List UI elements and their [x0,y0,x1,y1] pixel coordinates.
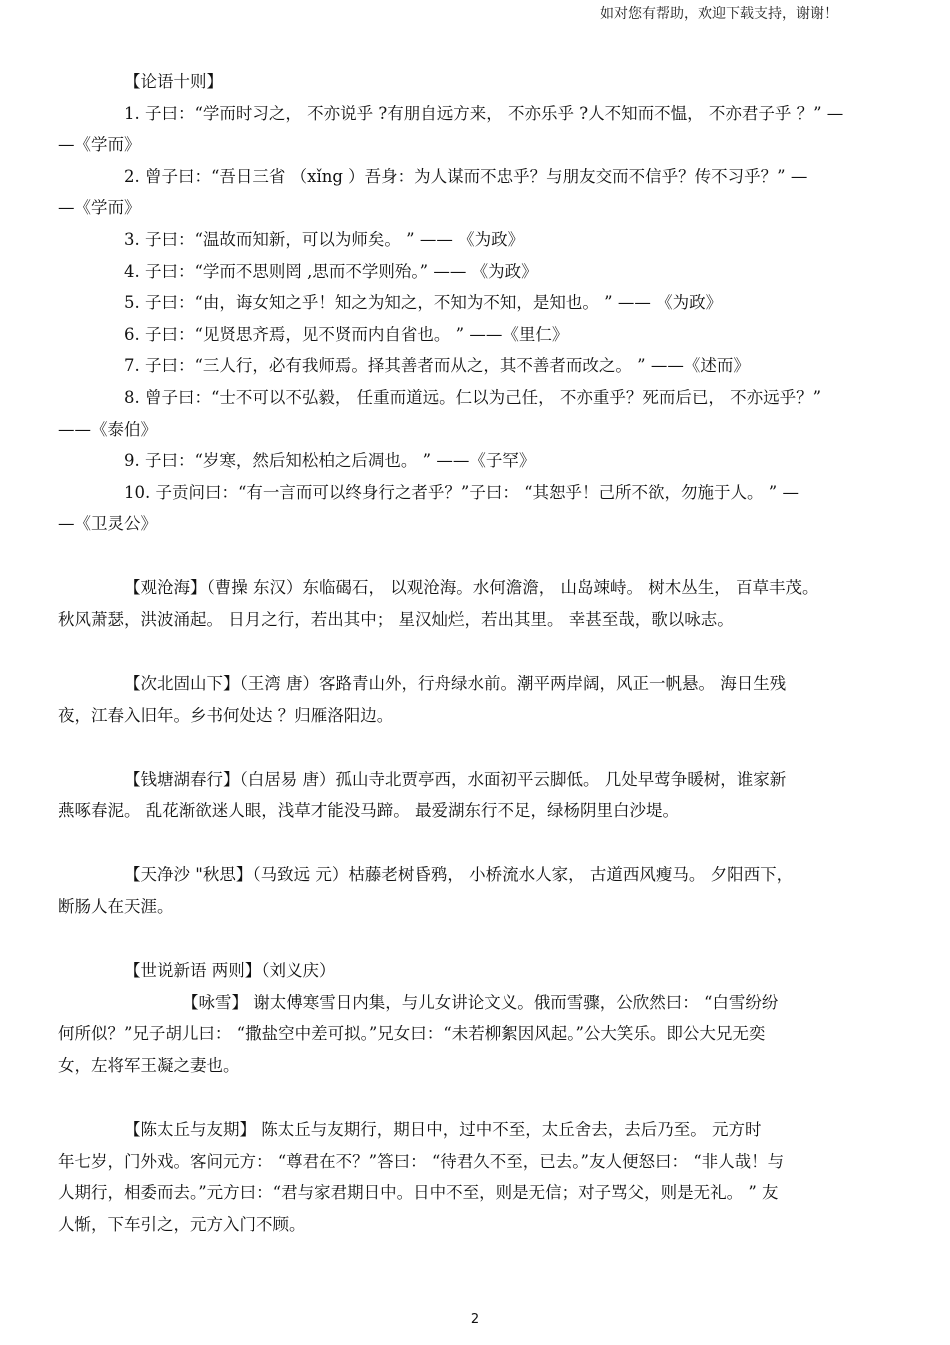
text-line: 2. 曾子曰：“吾日三省 （xǐng ）吾身：为人谋而不忠乎？与朋友交而不信乎？传不习乎？” — [124,166,808,186]
text-line: ——《泰伯》 [58,419,157,439]
header-note: 如对您有帮助，欢迎下载支持，谢谢！ [600,6,838,22]
poem-cibeigushanxia: 【次北固山下】（王湾 唐）客路青山外，行舟绿水前。潮平两岸阔，风正一帆悬。 海日生残 [124,674,787,694]
text-line: 何所似？”兄子胡儿曰： “撒盐空中差可拟。”兄女曰：“未若柳絮因风起。”公大笑乐。即公大兄无奕 [58,1024,766,1044]
blank-line [58,923,894,956]
blank-line [58,540,894,573]
text-line: —《学而》 [58,198,141,218]
text-yongxue: 【咏雪】 谢太傅寒雪日内集，与儿女讲论文义。俄而雪骤，公欣然曰： “白雪纷纷 [182,992,779,1012]
text-line: 秋风萧瑟，洪波涌起。 日月之行，若出其中； 星汉灿烂，若出其里。 幸甚至哉，歌以咏志。 [58,610,734,629]
text-line: 8. 曾子曰：“士不可以不弘毅， 任重而道远。仁以为己任， 不亦重乎？死而后已， 不亦远乎？” [124,387,822,407]
text-line: 夜，江春入旧年。乡书何处达 ？归雁洛阳边。 [58,705,394,725]
heading-shishuoxinyu: 【世说新语 两则】（刘义庆） [124,961,336,981]
text-line: 1. 子曰：“学而时习之， 不亦说乎 ?有朋自远方来， 不亦乐乎 ?人不知而不愠， 不亦君子乎 ？” — [124,103,844,123]
text-line: 10. 子贡问曰：“有一言而可以终身行之者乎？”子曰： “其恕乎！己所不欲，勿施于人。 ” — [124,482,799,502]
text-line: 4. 子曰：“学而不思则罔 ,思而不学则殆。” —— 《为政》 [124,261,538,281]
text-line: 6. 子曰：“见贤思齐焉，见不贤而内自省也。 ” ——《里仁》 [124,324,569,344]
blank-line [58,1082,894,1115]
text-line: 人期行，相委而去。”元方曰：“君与家君期日中。日中不至，则是无信；对子骂父，则是无礼。 ” 友 [58,1183,779,1203]
text-line: 人惭，下车引之，元方入门不顾。 [58,1214,306,1234]
text-line: —《学而》 [58,135,141,155]
text-line: 9. 子曰：“岁寒，然后知松柏之后凋也。 ” ——《子罕》 [124,451,536,471]
poem-qiantanghuchunxing: 【钱塘湖春行】（白居易 唐）孤山寺北贾亭西，水面初平云脚低。 几处早莺争暖树，谁家新 [124,769,787,789]
blank-line [58,827,894,860]
poem-guancanghai: 【观沧海】（曹操 东汉）东临碣石， 以观沧海。水何澹澹， 山岛竦峙。 树木丛生， 百草丰茂。 [124,578,819,598]
document-body [58,66,894,1240]
text-line: 7. 子曰：“三人行，必有我师焉。择其善者而从之，其不善者而改之。 ” ——《述而》 [124,356,750,376]
text-line: 5. 子曰：“由，诲女知之乎！知之为知之，不知为不知，是知也。 ” —— 《为政》 [124,293,723,313]
text-line: 3. 子曰：“温故而知新，可以为师矣。 ” —— 《为政》 [124,229,525,249]
text-line: 断肠人在天涯。 [58,897,174,917]
heading-lunyu: 【论语十则】 [124,72,223,91]
text-line: 燕啄春泥。 乱花渐欲迷人眼，浅草才能没马蹄。 最爱湖东行不足，绿杨阴里白沙堤。 [58,801,679,821]
text-line: 女，左将军王凝之妻也。 [58,1055,240,1075]
poem-tianjingsha: 【天净沙 "秋思】（马致远 元）枯藤老树昏鸦， 小桥流水人家， 古道西风瘦马。 夕阳西下， [124,865,794,885]
page-number: 2 [470,1312,480,1327]
text-line: —《卫灵公》 [58,514,157,534]
text-line: 年七岁，门外戏。客问元方： “尊君在不？”答曰： “待君久不至，已去。”友人便怒曰： “非人哉！与 [58,1151,785,1171]
blank-line [58,731,894,764]
text-chentaiqiu: 【陈太丘与友期】 陈太丘与友期行，期日中，过中不至，太丘舍去，去后乃至。 元方时 [124,1120,762,1140]
blank-line [58,636,894,669]
